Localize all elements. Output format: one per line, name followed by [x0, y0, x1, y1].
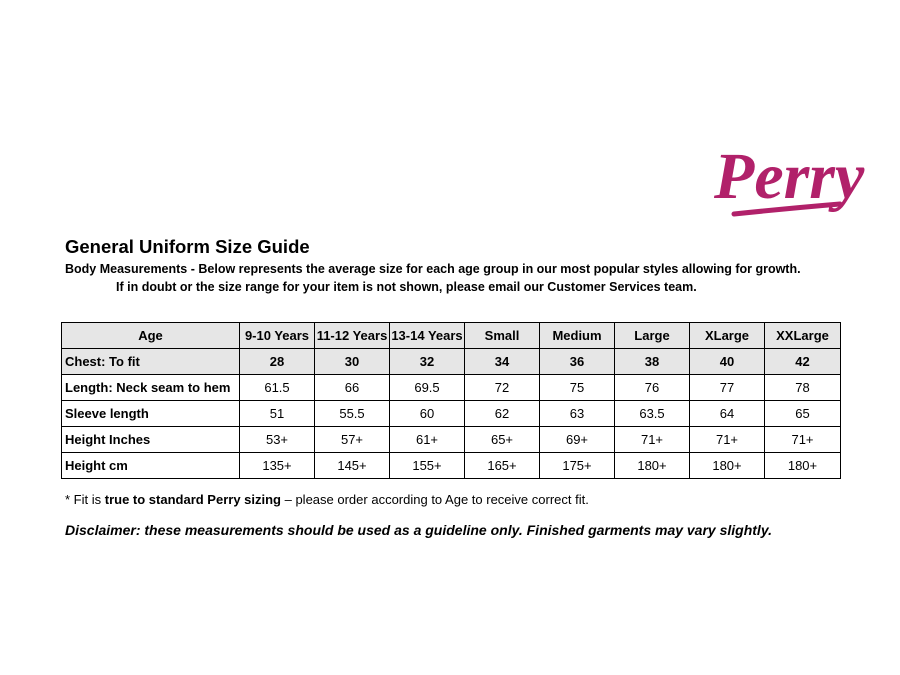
table-cell: 60 — [390, 401, 465, 427]
table-cell: 57+ — [315, 427, 390, 453]
table-cell: 63.5 — [615, 401, 690, 427]
table-cell: 51 — [240, 401, 315, 427]
table-header-row — [62, 323, 841, 349]
table-cell: 71+ — [765, 427, 841, 453]
table-cell: 78 — [765, 375, 841, 401]
fit-note-prefix: * Fit is — [65, 492, 105, 507]
table-cell: 65+ — [465, 427, 540, 453]
table-cell: 28 — [240, 349, 315, 375]
table-row — [62, 427, 841, 453]
row-label: Height cm — [62, 453, 240, 479]
header-cell: XLarge — [690, 323, 765, 349]
header-cell: 13-14 Years — [390, 323, 465, 349]
row-label: Sleeve length — [62, 401, 240, 427]
table-cell: 180+ — [765, 453, 841, 479]
fit-note — [65, 492, 589, 507]
table-cell: 36 — [540, 349, 615, 375]
table-cell: 180+ — [615, 453, 690, 479]
table-row — [62, 401, 841, 427]
header-cell: Medium — [540, 323, 615, 349]
intro-line-2: If in doubt or the size range for your item is not shown, please email our Customer Services team. — [116, 280, 697, 294]
table-cell: 62 — [465, 401, 540, 427]
table-cell: 71+ — [690, 427, 765, 453]
table-cell: 75 — [540, 375, 615, 401]
table-cell: 145+ — [315, 453, 390, 479]
perry-logo-graphic — [712, 134, 865, 224]
table-cell: 61.5 — [240, 375, 315, 401]
table-cell: 32 — [390, 349, 465, 375]
table-cell: 61+ — [390, 427, 465, 453]
table-cell: 64 — [690, 401, 765, 427]
disclaimer: Disclaimer: these measurements should be used as a guideline only. Finished garments may vary slightly. — [65, 522, 772, 538]
header-age: Age — [62, 323, 240, 349]
table-cell: 69.5 — [390, 375, 465, 401]
table-cell: 65 — [765, 401, 841, 427]
size-table — [61, 322, 841, 479]
table-cell: 77 — [690, 375, 765, 401]
table-cell: 40 — [690, 349, 765, 375]
table-cell: 55.5 — [315, 401, 390, 427]
table-cell: 38 — [615, 349, 690, 375]
table-cell: 76 — [615, 375, 690, 401]
header-cell: 11-12 Years — [315, 323, 390, 349]
header-cell: Large — [615, 323, 690, 349]
table-cell: 69+ — [540, 427, 615, 453]
intro-line-1: Body Measurements - Below represents the average size for each age group in our most popular styles allowing for growth. — [65, 262, 801, 276]
table-cell: 155+ — [390, 453, 465, 479]
table-cell: 165+ — [465, 453, 540, 479]
fit-note-emphasis: true to standard Perry sizing — [104, 492, 281, 507]
table-cell: 71+ — [615, 427, 690, 453]
perry-logo-wordmark: Perry — [714, 140, 865, 213]
fit-note-suffix: – please order according to Age to receive correct fit. — [281, 492, 589, 507]
table-row — [62, 375, 841, 401]
table-row — [62, 349, 841, 375]
header-cell: Small — [465, 323, 540, 349]
header-cell: XXLarge — [765, 323, 841, 349]
table-cell: 34 — [465, 349, 540, 375]
table-cell: 175+ — [540, 453, 615, 479]
table-cell: 42 — [765, 349, 841, 375]
table-cell: 135+ — [240, 453, 315, 479]
table-cell: 66 — [315, 375, 390, 401]
header-cell: 9-10 Years — [240, 323, 315, 349]
table-cell: 53+ — [240, 427, 315, 453]
table-cell: 180+ — [690, 453, 765, 479]
row-label: Chest: To fit — [62, 349, 240, 375]
page-title: General Uniform Size Guide — [65, 236, 310, 257]
row-label: Length: Neck seam to hem — [62, 375, 240, 401]
table-cell: 72 — [465, 375, 540, 401]
table-cell: 63 — [540, 401, 615, 427]
table-cell: 30 — [315, 349, 390, 375]
row-label: Height Inches — [62, 427, 240, 453]
perry-logo — [712, 134, 865, 224]
table-row — [62, 453, 841, 479]
